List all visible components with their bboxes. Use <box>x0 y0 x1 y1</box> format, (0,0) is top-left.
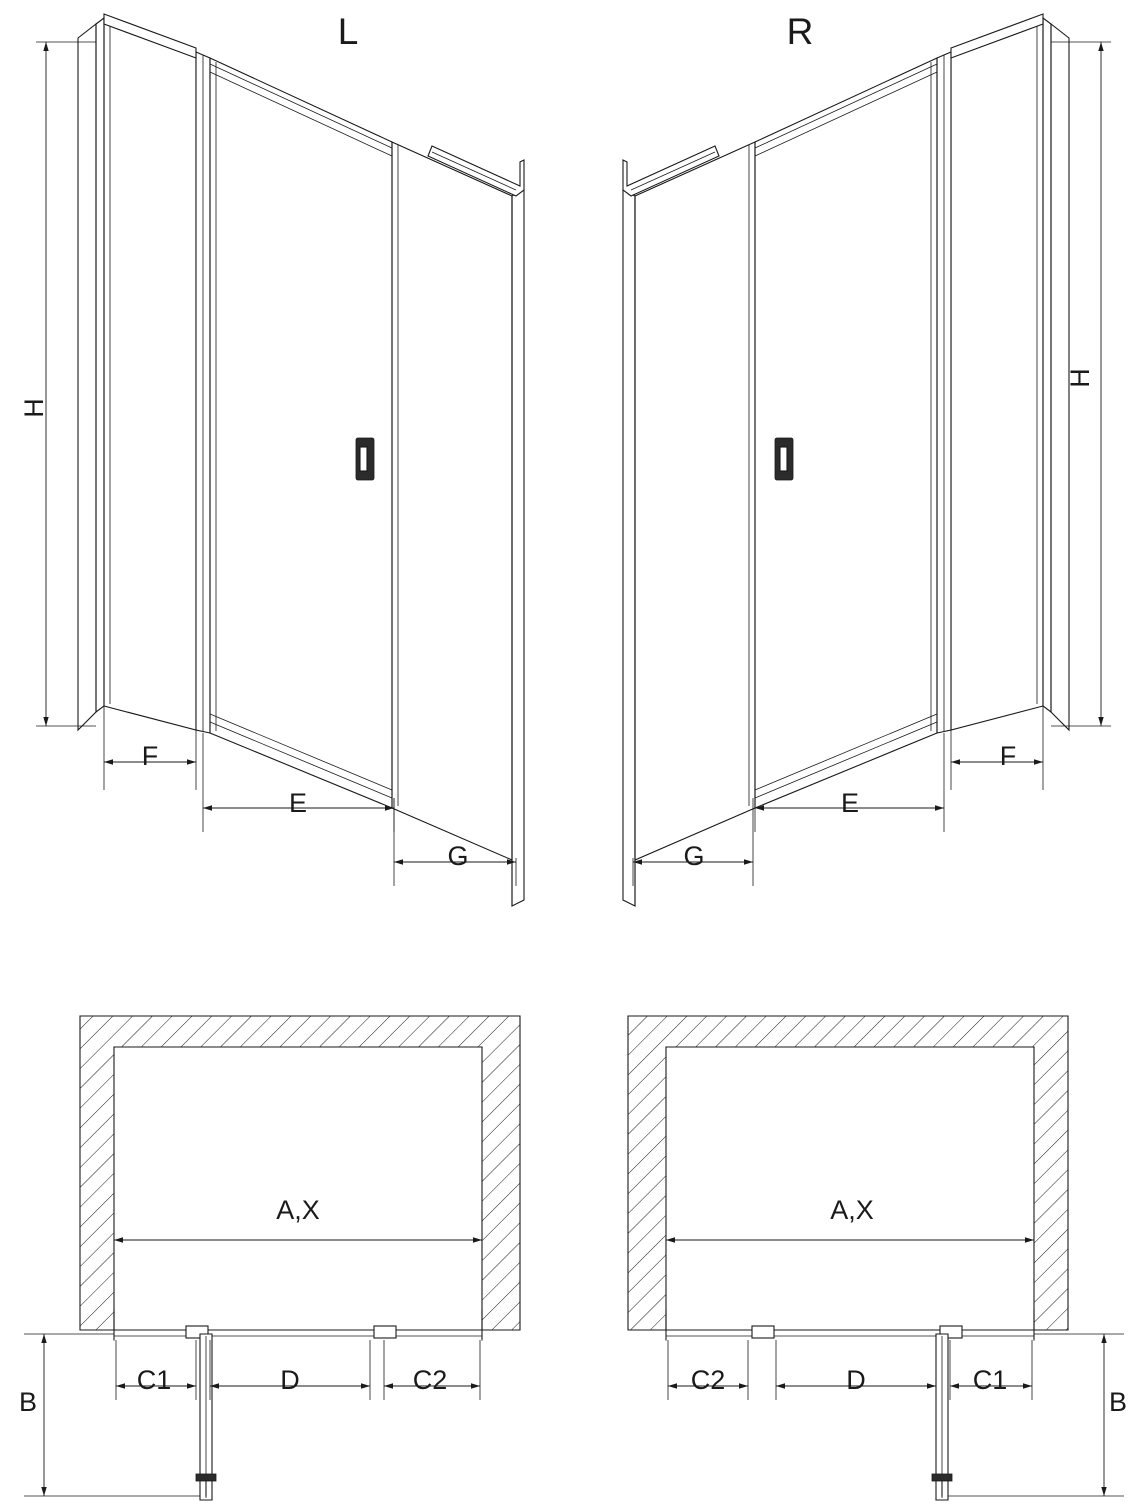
door-top-rail-right <box>755 64 937 148</box>
dimension-C2-label-left-plan: C2 <box>412 1365 448 1396</box>
support-bar-left <box>428 146 524 196</box>
dimension-E-left <box>203 733 394 832</box>
dimension-F-left <box>104 706 196 790</box>
profile-block-c2-right-plan <box>752 1326 774 1338</box>
dimension-G-label-right: G <box>683 841 705 872</box>
door-panel-E-right <box>755 58 937 808</box>
door-handle-right <box>775 438 793 480</box>
dimension-G-label-left: G <box>447 841 469 872</box>
fixed-panel-F-right <box>951 18 1043 730</box>
dimension-B-left-plan <box>19 1334 200 1496</box>
dimension-B-label-right-plan: B <box>1108 1387 1128 1418</box>
dimension-AX-left-plan <box>114 1195 482 1240</box>
dimension-H-label-right: H <box>1065 368 1096 388</box>
dimension-E-right <box>755 733 944 832</box>
door-handle-plan-left <box>196 1474 216 1481</box>
dimension-D-label-right-plan: D <box>846 1365 866 1396</box>
dimension-D-label-left-plan: D <box>280 1365 300 1396</box>
dimension-F-label-right: F <box>999 741 1017 772</box>
door-handle-plan-right <box>932 1474 952 1481</box>
fixed-panel-G-right <box>635 142 755 860</box>
dimension-E-label-left: E <box>288 788 308 819</box>
support-bar-line-right <box>631 152 715 190</box>
elevation-left-view <box>19 11 524 906</box>
dimension-segments-left-plan <box>116 1340 480 1400</box>
dimension-segments-right-plan <box>668 1340 1032 1400</box>
right-wall-edge <box>1043 18 1051 712</box>
door-top-rail-2-left <box>210 72 392 156</box>
left-side-wall-panel <box>78 24 96 730</box>
dimension-H-label-left: H <box>19 398 50 418</box>
door-bottom-rail-right <box>755 722 937 798</box>
door-top-rail-left <box>210 64 392 148</box>
door-bottom-rail-2-left <box>210 714 392 790</box>
dimension-B-right-plan <box>948 1334 1127 1496</box>
dimension-C1-label-right-plan: C1 <box>972 1365 1008 1396</box>
door-top-rail-2-right <box>755 72 937 156</box>
dimension-C1-label-left-plan: C1 <box>136 1365 172 1396</box>
door-handle-left <box>356 438 374 480</box>
door-panel-E-left <box>210 58 392 808</box>
dimension-F-label-left: F <box>141 741 159 772</box>
support-bar-right <box>623 146 719 196</box>
dimension-G-left <box>394 798 516 886</box>
door-bottom-rail-2-right <box>755 714 937 790</box>
elevation-right-view <box>623 11 1111 906</box>
top-bar-right-wall <box>951 14 1043 58</box>
variant-label-L: L <box>337 10 359 52</box>
dimension-AX-right-plan <box>666 1195 1034 1240</box>
door-bottom-rail-left <box>210 722 392 798</box>
left-side-wall-right-view <box>623 190 635 906</box>
wall-hatch-right-plan <box>628 1016 1068 1330</box>
variant-label-R: R <box>786 10 814 52</box>
dimension-AX-label-right-plan: A,X <box>830 1195 874 1226</box>
dimension-H-left <box>19 42 96 726</box>
top-bar-left-wall <box>104 14 196 58</box>
dimension-C2-label-right-plan: C2 <box>690 1365 726 1396</box>
plan-left-view <box>19 1016 520 1500</box>
dimension-F-right <box>951 706 1043 790</box>
dimension-H-right <box>1051 42 1111 726</box>
wall-hatch-left-plan <box>80 1016 520 1330</box>
support-bar-line-left <box>432 152 516 190</box>
plan-right-view <box>628 1016 1127 1500</box>
dimension-B-label-left-plan: B <box>18 1387 38 1418</box>
fixed-panel-G-left <box>392 142 512 860</box>
dimension-AX-label-left-plan: A,X <box>276 1195 320 1226</box>
profile-block-c2-left-plan <box>374 1326 396 1338</box>
right-side-wall-left-view <box>512 190 524 906</box>
fixed-panel-F-left <box>104 18 196 730</box>
left-wall-edge <box>96 18 104 712</box>
dimension-G-right <box>633 798 753 886</box>
dimension-E-label-right: E <box>840 788 860 819</box>
